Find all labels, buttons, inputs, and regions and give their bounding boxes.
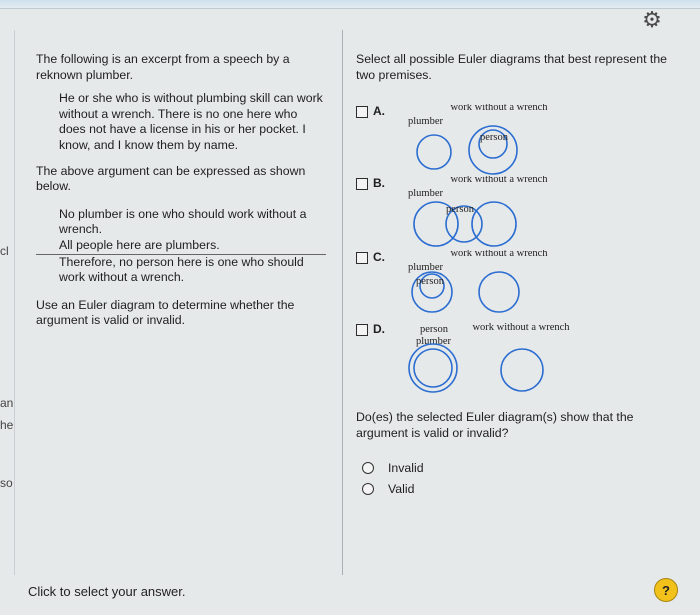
plumber-label: plumber: [408, 262, 443, 273]
person-label: person: [420, 324, 448, 335]
answer-hint: Click to select your answer.: [28, 584, 186, 599]
edge-fragment: [0, 418, 13, 432]
option-a-label: A.: [373, 104, 385, 118]
option-c-label: C.: [373, 250, 385, 264]
left-panel-edge: [0, 30, 15, 575]
edge-fragment: [0, 476, 13, 490]
option-c[interactable]: [356, 250, 656, 330]
left-panel: [36, 52, 326, 329]
expressed-text: The above argument can be expressed as shown below.: [36, 163, 306, 194]
option-b-label: B.: [373, 176, 385, 190]
option-d[interactable]: [356, 322, 656, 402]
premise-1: No plumber is one who should work without a wrench.: [59, 206, 307, 237]
person-circle: [414, 349, 452, 387]
help-button[interactable]: ?: [654, 578, 678, 602]
choice-invalid-label: Invalid: [388, 461, 424, 475]
edge-fragment-text: an: [0, 396, 14, 410]
wrench-circle: [501, 349, 543, 391]
choice-valid[interactable]: [362, 482, 414, 496]
wrench-circle: [472, 202, 516, 246]
plumber-label: plumber: [408, 188, 443, 199]
validity-question: Do(es) the selected Euler diagram(s) show that the argument is valid or invalid?: [356, 410, 634, 440]
wrench-label: work without a wrench: [450, 176, 548, 185]
plumber-circle: [417, 135, 451, 169]
wrench-label: work without a wrench: [450, 104, 548, 113]
option-b-diagram: [356, 176, 656, 256]
radio-valid[interactable]: [362, 483, 374, 495]
conclusion: Therefore, no person here is one who should work without a wrench.: [36, 254, 326, 286]
edge-fragment: [0, 244, 9, 258]
option-d-label: D.: [373, 322, 385, 336]
option-d-diagram: [356, 322, 656, 402]
edge-fragment-text: so: [0, 476, 13, 490]
person-label: person: [446, 204, 474, 215]
edge-fragment: [0, 396, 13, 410]
option-b[interactable]: [356, 176, 656, 256]
gear-icon[interactable]: ⚙: [642, 7, 662, 32]
wrench-label: work without a wrench: [450, 250, 548, 259]
wrench-circle: [479, 272, 519, 312]
intro-text: The following is an excerpt from a speech by a reknown plumber.: [36, 52, 290, 82]
radio-invalid[interactable]: [362, 462, 374, 474]
edge-fragment-text: he: [0, 418, 14, 432]
plumber-label: plumber: [416, 336, 451, 347]
person-label: person: [416, 276, 444, 287]
person-label: person: [480, 132, 508, 143]
plumber-circle: [409, 344, 457, 392]
panel-divider: [342, 30, 343, 575]
choice-invalid[interactable]: [362, 461, 424, 475]
quote-text: He or she who is without plumbing skill can work without a wrench. There is no one here who does not have a license in his or her pocket. I know, and I know them by name.: [59, 91, 323, 152]
option-c-diagram: [356, 250, 656, 330]
premise-2: All people here are plumbers.: [59, 237, 220, 252]
option-a-diagram: [356, 104, 656, 184]
wrench-label: work without a wrench: [472, 322, 570, 333]
top-bar: [0, 0, 700, 9]
edge-fragment-text: cl: [0, 244, 9, 258]
choice-valid-label: Valid: [388, 482, 415, 496]
question-text: Select all possible Euler diagrams that best represent the two premises.: [356, 52, 668, 82]
instruction-text: Use an Euler diagram to determine whether the argument is valid or invalid.: [36, 297, 295, 328]
plumber-label: plumber: [408, 116, 443, 127]
option-a[interactable]: [356, 104, 656, 184]
